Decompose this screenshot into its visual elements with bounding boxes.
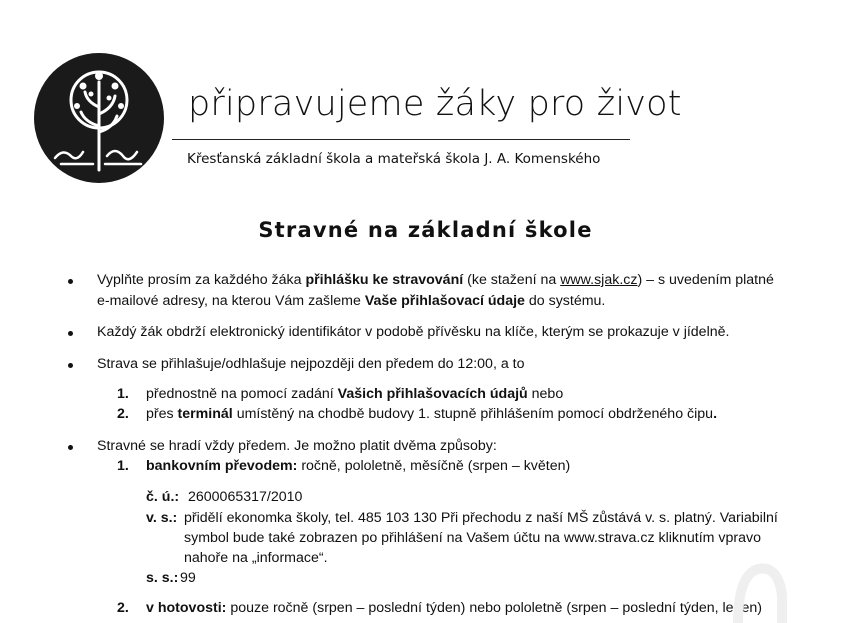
bullet3-text: Strava se přihlašuje/odhlašuje nejpozději den předem do 12:00, a to bbox=[97, 356, 525, 372]
login-data-text: Vaše přihlašovací údaje bbox=[364, 293, 525, 309]
account-label: č. ú.: bbox=[146, 489, 180, 505]
bullet-dot bbox=[68, 279, 73, 284]
text-span: ročně, pololetně, měsíčně (srpen – květen) bbox=[297, 458, 571, 474]
text-span: ) – s uvedením platné bbox=[637, 272, 774, 288]
bullet-dot bbox=[68, 445, 73, 450]
text-span: bankovním převodem: bbox=[146, 458, 298, 474]
text-span: nebo bbox=[527, 386, 564, 402]
text-span: terminál bbox=[177, 406, 233, 422]
text-span: e-mailové adresy, na kterou Vám zašleme bbox=[97, 293, 365, 309]
list-number: 2. bbox=[117, 406, 129, 422]
ss-value: 99 bbox=[180, 570, 196, 586]
school-logo bbox=[33, 52, 165, 184]
vs-line1: přidělí ekonomka školy, tel. 485 103 130 Při přechodu z naší MŠ zůstává v. s. platný. Variabilní bbox=[184, 510, 778, 526]
text-span: přednostně na pomocí zadání bbox=[146, 386, 338, 402]
text-span: Vašich přihlašovacích údajů bbox=[337, 386, 528, 402]
tagline: připravujeme žáky pro život bbox=[188, 84, 682, 124]
bullet1-line2 bbox=[97, 293, 605, 309]
vs-label: v. s.: bbox=[146, 510, 178, 526]
bullet3-item1 bbox=[146, 386, 563, 402]
list-number: 2. bbox=[117, 600, 129, 616]
tree-logo-icon bbox=[33, 52, 165, 184]
text-span: Vyplňte prosím za každého žáka bbox=[97, 272, 306, 288]
text-span: do systému. bbox=[524, 293, 606, 309]
bullet3-item2 bbox=[146, 406, 717, 422]
payment-method-2 bbox=[146, 600, 762, 616]
bullet4-text: Stravné se hradí vždy předem. Je možno platit dvěma způsoby: bbox=[97, 438, 497, 454]
text-span: přes bbox=[146, 406, 178, 422]
bullet1-line1 bbox=[97, 272, 774, 288]
watermark-icon bbox=[708, 555, 798, 623]
payment-method-1 bbox=[146, 458, 570, 474]
registration-form-text: přihlášku ke stravování bbox=[305, 272, 464, 288]
sjak-link[interactable]: www.sjak.cz bbox=[560, 272, 638, 288]
text-span: v hotovosti: bbox=[146, 600, 227, 616]
vs-line2: symbol bude také zobrazen po přihlášení na Vašem účtu na www.strava.cz kliknutím vpravo bbox=[184, 530, 761, 546]
bullet2-text: Každý žák obdrží elektronický identifikátor v podobě přívěsku na klíče, kterým se prokazuje v jídelně. bbox=[97, 324, 730, 340]
account-number: 2600065317/2010 bbox=[188, 489, 303, 505]
ss-label: s. s.: bbox=[146, 570, 179, 586]
school-name: Křesťanská základní škola a mateřská škola J. A. Komenského bbox=[187, 151, 601, 167]
page-title: Stravné na základní škole bbox=[258, 218, 593, 242]
bullet-dot bbox=[68, 331, 73, 336]
list-number: 1. bbox=[117, 458, 129, 474]
bullet-dot bbox=[68, 363, 73, 368]
header-divider bbox=[172, 139, 630, 140]
vs-line3: nahoře na „informace“. bbox=[184, 550, 328, 566]
list-number: 1. bbox=[117, 386, 129, 402]
text-span: . bbox=[713, 406, 718, 422]
text-span: umístěný na chodbě budovy 1. stupně přihlášením pomocí obdrženého čipu bbox=[232, 406, 714, 422]
text-span: (ke stažení na bbox=[463, 272, 561, 288]
text-span: pouze ročně (srpen – poslední týden) nebo pololetně (srpen – poslední týden, leden) bbox=[226, 600, 762, 616]
